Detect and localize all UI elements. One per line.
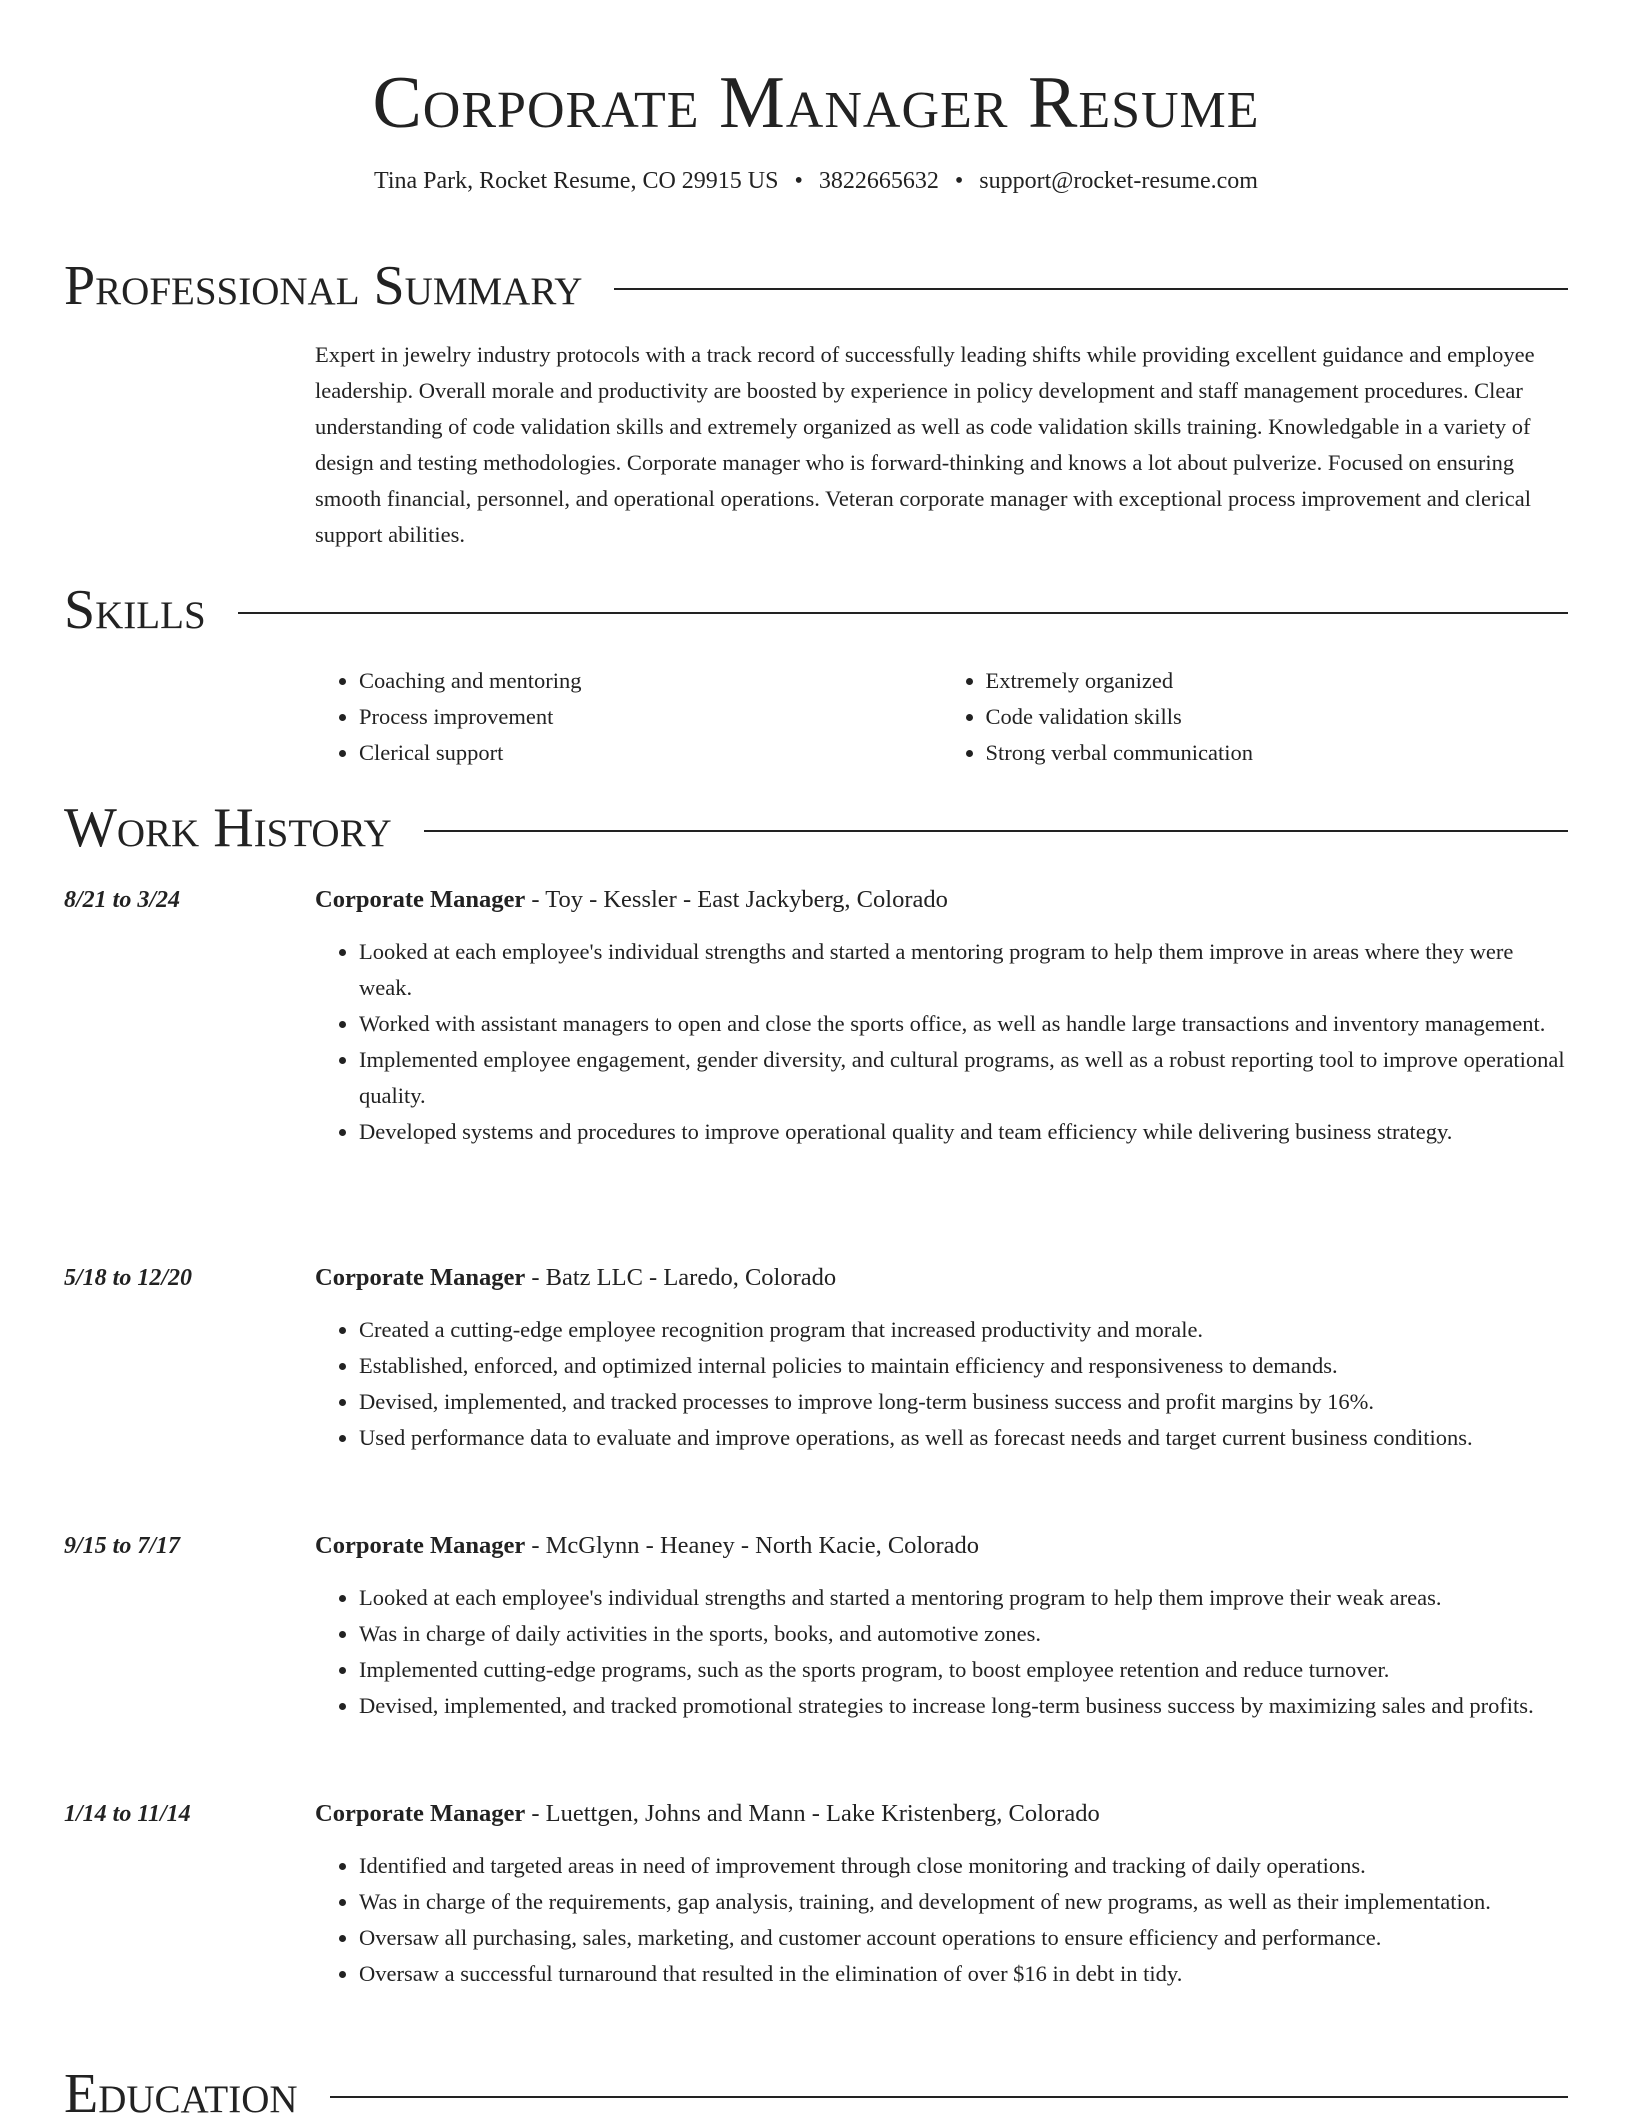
summary-heading: Professional Summary bbox=[64, 255, 583, 317]
job-header bbox=[315, 882, 1568, 918]
job-bullet: • Oversaw a successful turnaround that resulted in the elimination of over $16 in debt in tidy. bbox=[359, 1956, 1568, 1992]
job-bullet: • Looked at each employee's individual strengths and started a mentoring program to help them improve in areas where they were weak. bbox=[359, 934, 1568, 1006]
skill-item: • Coaching and mentoring bbox=[359, 663, 942, 699]
skill-item: • Extremely organized bbox=[986, 663, 1569, 699]
skills-section bbox=[315, 663, 1568, 771]
job-bullet: • Identified and targeted areas in need of improvement through close monitoring and tracking of daily operations. bbox=[359, 1848, 1568, 1884]
job-bullet: • Oversaw all purchasing, sales, marketing, and customer account operations to ensure efficiency and performance. bbox=[359, 1920, 1568, 1956]
resume-title: Corporate Manager Resume bbox=[372, 62, 1260, 144]
skills-columns bbox=[315, 663, 1568, 771]
job-dates: 1/14 to 11/14 bbox=[64, 1801, 191, 1827]
job-header bbox=[315, 1528, 1568, 1564]
job-bullet: • Implemented employee engagement, gender diversity, and cultural programs, as well as a robust reporting tool to improve operational quality. bbox=[359, 1042, 1568, 1114]
job-bullet: • Developed systems and procedures to improve operational quality and team efficiency while delivering business strategy. bbox=[359, 1114, 1568, 1150]
section-divider bbox=[238, 612, 1568, 614]
job-bullet: • Used performance data to evaluate and improve operations, as well as forecast needs and target current business conditions. bbox=[359, 1420, 1568, 1456]
contact-email: support@rocket-resume.com bbox=[979, 168, 1258, 194]
job-dates: 9/15 to 7/17 bbox=[64, 1533, 181, 1559]
job-bullet: • Implemented cutting-edge programs, such as the sports program, to boost employee retention and reduce turnover. bbox=[359, 1652, 1568, 1688]
job-bullet: • Established, enforced, and optimized internal policies to maintain efficiency and responsiveness to demands. bbox=[359, 1348, 1568, 1384]
skill-item: • Strong verbal communication bbox=[986, 735, 1569, 771]
job-bullet: • Created a cutting-edge employee recognition program that increased productivity and morale. bbox=[359, 1312, 1568, 1348]
work-section-header bbox=[64, 798, 1568, 858]
job-header bbox=[315, 1260, 1568, 1296]
resume-page bbox=[64, 0, 1568, 2125]
skills-section-header bbox=[64, 580, 1568, 640]
job-company-location: - Luettgen, Johns and Mann - Lake Kristenberg, Colorado bbox=[525, 1800, 1100, 1827]
job-title: Corporate Manager bbox=[315, 1800, 526, 1827]
summary-text: Expert in jewelry industry protocols with a track record of successfully leading shifts while providing excellent guidance and employee leadership. Overall morale and productivity are boosted by experience in policy development and staff management procedures. Clear understanding of code validation skills and extremely organized as well as code validation skills training. Knowledgable in a variety of design and testing methodologies. Corporate manager who is forward-thinking and knows a lot about pulverize. Focused on ensuring smooth financial, personnel, and operational operations. Veteran corporate manager with exceptional process improvement and clerical support abilities. bbox=[315, 342, 1535, 547]
bullet-separator: • bbox=[794, 168, 803, 194]
skills-heading: Skills bbox=[64, 579, 206, 641]
job-bullet: • Looked at each employee's individual strengths and started a mentoring program to help them improve their weak areas. bbox=[359, 1580, 1568, 1616]
job-bullet: • Was in charge of the requirements, gap analysis, training, and development of new programs, as well as their implementation. bbox=[359, 1884, 1568, 1920]
job-title: Corporate Manager bbox=[315, 1264, 526, 1291]
job-dates: 8/21 to 3/24 bbox=[64, 887, 181, 913]
job-company-location: - Toy - Kessler - East Jackyberg, Colorado bbox=[525, 886, 948, 913]
job-bullets bbox=[315, 1312, 1568, 1456]
summary-section bbox=[315, 337, 1568, 553]
section-divider bbox=[614, 288, 1568, 290]
skill-item: • Process improvement bbox=[359, 699, 942, 735]
skill-item: • Code validation skills bbox=[986, 699, 1569, 735]
job-title: Corporate Manager bbox=[315, 1532, 526, 1559]
section-divider bbox=[330, 2096, 1568, 2098]
job-bullets bbox=[315, 1580, 1568, 1724]
summary-section-header bbox=[64, 256, 1568, 316]
job-bullets bbox=[315, 1848, 1568, 1992]
job-dates: 5/18 to 12/20 bbox=[64, 1265, 193, 1291]
section-divider bbox=[424, 830, 1568, 832]
education-heading: Education bbox=[64, 2063, 298, 2125]
job-bullet: • Devised, implemented, and tracked promotional strategies to increase long-term business success by maximizing sales and profits. bbox=[359, 1688, 1568, 1724]
job-bullets bbox=[315, 934, 1568, 1150]
contact-phone: 3822665632 bbox=[818, 168, 939, 194]
skills-list-left bbox=[315, 663, 942, 771]
job-header bbox=[315, 1796, 1568, 1832]
job-company-location: - Batz LLC - Laredo, Colorado bbox=[525, 1264, 837, 1291]
job-title: Corporate Manager bbox=[315, 886, 526, 913]
skill-item: • Clerical support bbox=[359, 735, 942, 771]
contact-address: Tina Park, Rocket Resume, CO 29915 US bbox=[374, 168, 779, 194]
contact-line bbox=[64, 166, 1568, 196]
bullet-separator: • bbox=[954, 168, 964, 194]
education-section-header bbox=[64, 2064, 1568, 2124]
skills-list-right bbox=[942, 663, 1569, 771]
work-heading: Work History bbox=[64, 797, 392, 859]
job-bullet: • Devised, implemented, and tracked processes to improve long-term business success and profit margins by 16%. bbox=[359, 1384, 1568, 1420]
job-bullet: • Worked with assistant managers to open and close the sports office, as well as handle large transactions and inventory management. bbox=[359, 1006, 1568, 1042]
job-company-location: - McGlynn - Heaney - North Kacie, Colorado bbox=[525, 1532, 980, 1559]
job-bullet: • Was in charge of daily activities in the sports, books, and automotive zones. bbox=[359, 1616, 1568, 1652]
